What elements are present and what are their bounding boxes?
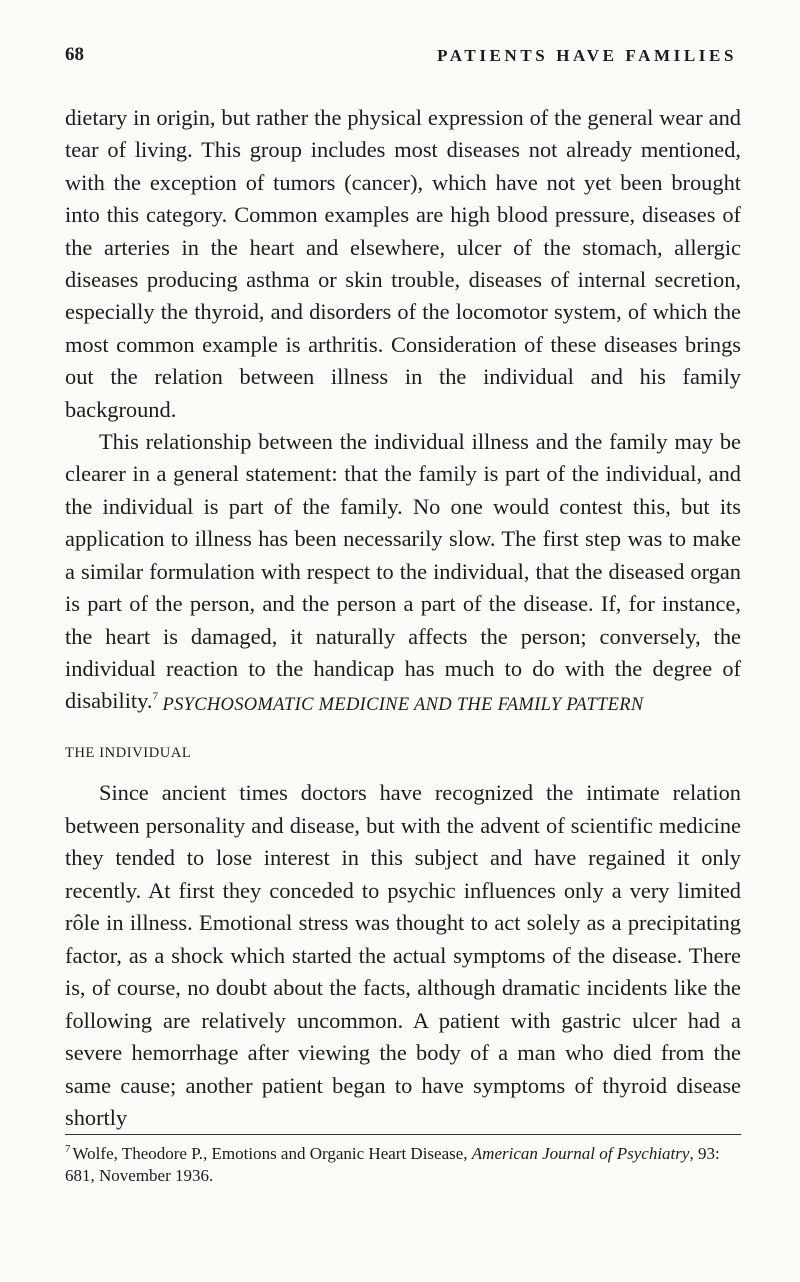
paragraph-ancient-times: Since ancient times doctors have recognized the intimate relation between personality and disease, but with the advent of scientific medicine they tended to lose interest in this subject and have regained it only recently. At first they conceded to psychic influences only a very limited rôle in illness. Emotional stress was thought to act solely as a precipitating factor, as a shock which started the actual symptoms of the disease. There is, of course, no doubt about the facts, although dramatic incidents like the following are relatively uncommon. A patient with gastric ulcer had a severe hemorrhage after viewing the body of a man who died from the same cause; another patient began to have symptoms of thyroid disease shortly [65,780,741,1130]
paragraph-continuation: dietary in origin, but rather the physical expression of the general wear and tear of living. This group includes most diseases not already mentioned, with the exception of tumors (cancer), which have not yet been brought into this category. Common examples are high blood pressure, diseases of the arteries in the heart and elsewhere, ulcer of the stomach, allergic diseases producing asthma or skin trouble, diseases of internal secretion, especially the thyroid, and disorders of the locomotor system, of which the most common example is arthritis. Consideration of these diseases brings out the relation between illness in the individual and his family background. [65,105,741,422]
body-text-top [65,102,741,718]
paragraph-relationship-text: This relationship between the individual illness and the family may be clearer in a general statement: that the family is part of the individual, and the individual is part of the family. No one would contest this, but its application to illness has been necessarily slow. The first step was to make a similar formulation with respect to the individual, that the diseased organ is part of the person, and the person a part of the disease. If, for instance, the heart is damaged, it naturally affects the person; conversely, the individual reaction to the handicap has much to do with the degree of disability. [65,429,741,714]
running-head [65,44,741,74]
footnote-reference[interactable]: 7 [152,690,158,703]
body-text-bottom [65,777,741,1135]
running-title: PATIENTS HAVE FAMILIES [437,46,737,65]
footnote-journal: American Journal of Psychiatry [471,1144,690,1163]
footnote-text-after: , 93: 681, November 1936. [65,1144,720,1185]
section-heading: PSYCHOSOMATIC MEDICINE AND THE FAMILY PATTERN [162,695,644,715]
footnote-text-before: Wolfe, Theodore P., Emotions and Organic Heart Disease, [72,1144,472,1163]
footnote-rule [65,1134,741,1135]
footnote [65,1143,741,1187]
paragraph-relationship [65,426,741,718]
footnote-mark: 7 [65,1143,71,1156]
subheading: THE INDIVIDUAL [65,745,192,761]
page-number: 68 [65,44,84,65]
